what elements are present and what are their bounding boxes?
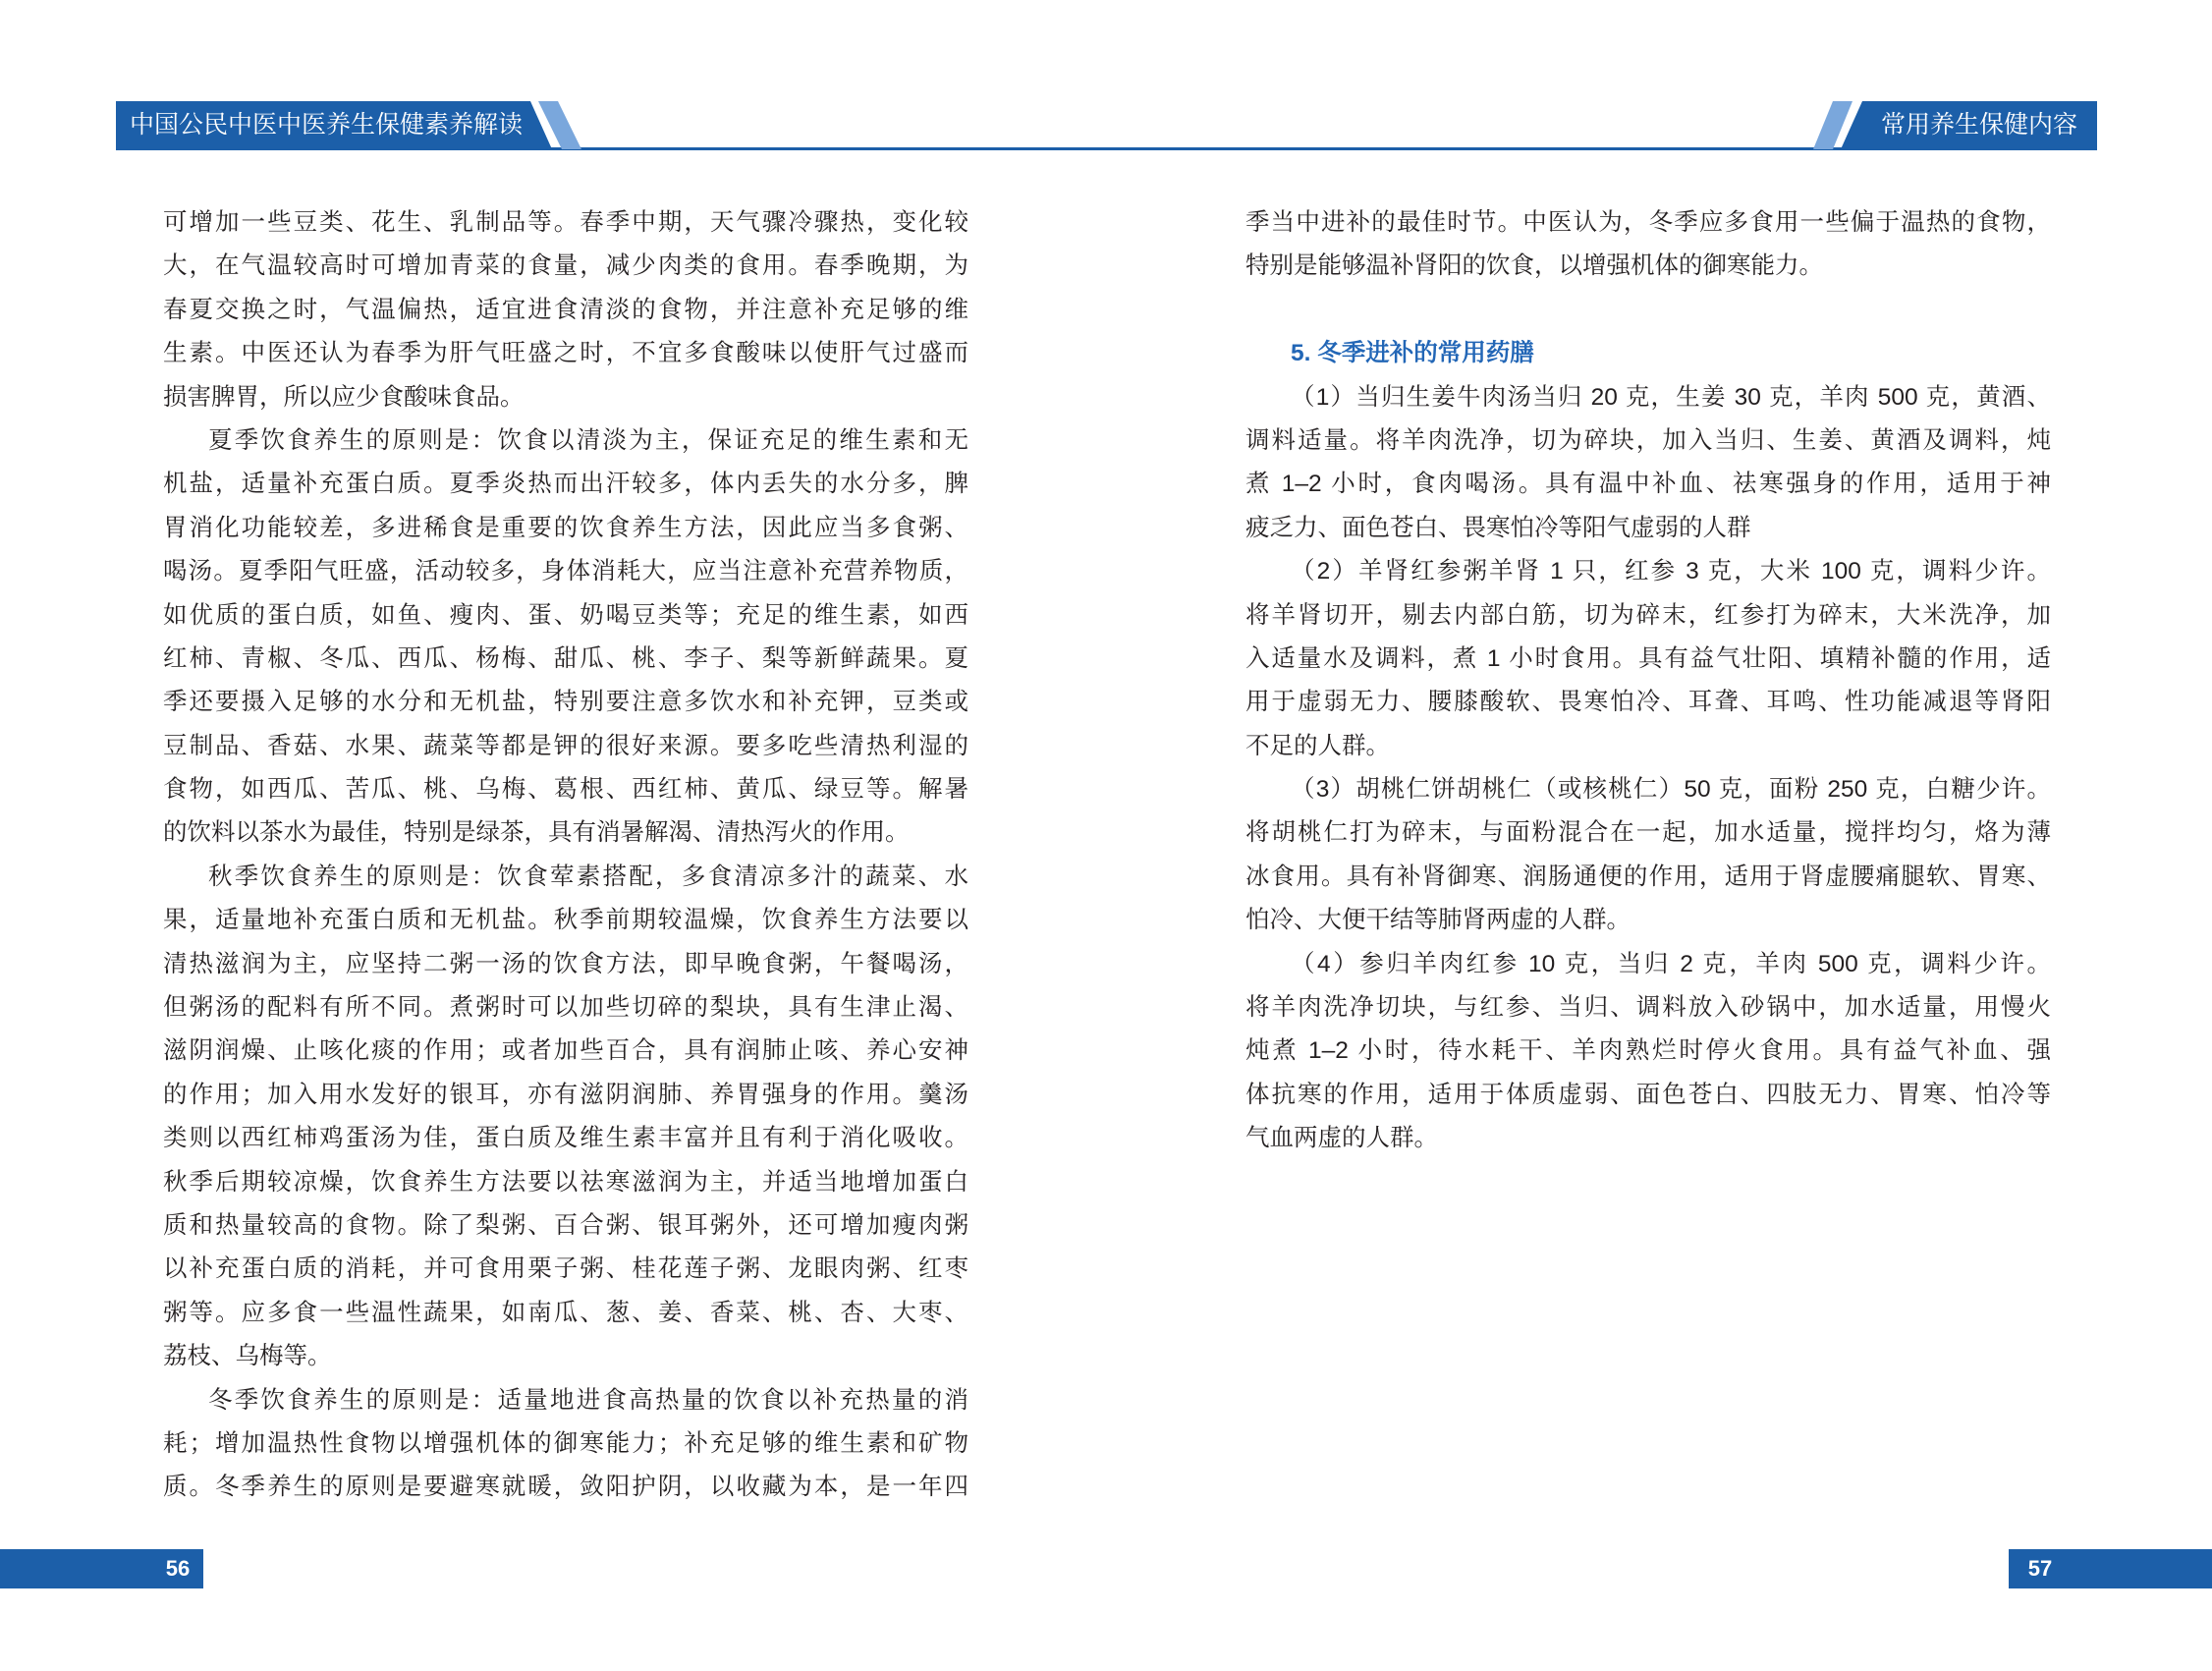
text-line: 入适量水及调料，煮 1 小时食用。具有益气壮阳、填精补髓的作用，适 [1245,644,2051,672]
text-line: 将胡桃仁打为碎末，与面粉混合在一起，加水适量，搅拌均匀，烙为薄 [1245,819,2051,847]
text-line: 气血两虚的人群。 [1245,1125,1438,1152]
paragraph [163,419,968,856]
text-line: 但粥汤的配料有所不同。煮粥时可以加些切碎的梨块，具有生津止渴、 [163,994,968,1022]
text-line: 损害脾胃，所以应少食酸味食品。 [163,383,525,411]
text-line: 生素。中医还认为春季为肝气旺盛之时，不宜多食酸味以使肝气过盛而 [163,340,968,367]
text-line: 调料适量。将羊肉洗净，切为碎块，加入当归、生姜、黄酒及调料，炖 [1245,426,2051,454]
text-line: 食物，如西瓜、苦瓜、桃、乌梅、葛根、西红柿、黄瓜、绿豆等。解暑 [163,776,968,804]
text-line: 类则以西红柿鸡蛋汤为佳，蛋白质及维生素丰富并且有利于消化吸收。 [163,1125,968,1152]
text-line: 喝汤。夏季阳气旺盛，活动较多，身体消耗大，应当注意补充营养物质， [163,558,968,585]
text-line: 耗；增加温热性食物以增强机体的御寒能力；补充足够的维生素和矿物 [163,1429,968,1457]
text-line: 春夏交换之时，气温偏热，适宜进食清淡的食物，并注意补充足够的维 [163,296,968,323]
text-line: 季当中进补的最佳时节。中医认为，冬季应多食用一些偏于温热的食物， [1245,209,2051,236]
text-line: 将羊肾切开，剔去内部白筋，切为碎末，红参打为碎末，大米洗净，加 [1245,601,2051,629]
text-line: 粥等。应多食一些温性蔬果，如南瓜、葱、姜、香菜、桃、杏、大枣、 [163,1299,968,1326]
paragraph [163,1379,968,1510]
text-line: 可增加一些豆类、花生、乳制品等。春季中期，天气骤冷骤热，变化较 [163,209,968,236]
text-line: 夏季饮食养生的原则是：饮食以清淡为主，保证充足的维生素和无 [208,426,968,454]
text-line: （2）羊肾红参粥羊肾 1 只，红参 3 克，大米 100 克，调料少许。 [1291,558,2051,585]
text-line: 以补充蛋白质的消耗，并可食用栗子粥、桂花莲子粥、龙眼肉粥、红枣 [163,1255,968,1283]
section-heading: 5. 冬季进补的常用药膳 [1291,340,1534,367]
text-line: 冰食用。具有补肾御寒、润肠通便的作用，适用于肾虚腰痛腿软、胃寒、 [1245,863,2051,890]
text-line: 冬季饮食养生的原则是：适量地进食高热量的饮食以补充热量的消 [208,1386,968,1414]
recipe-paragraph [1245,943,2051,1161]
left-running-title: 中国公民中医中医养生保健素养解读 [130,111,524,139]
text-line: 体抗寒的作用，适用于体质虚弱、面色苍白、四肢无力、胃寒、怕冷等 [1245,1081,2051,1108]
text-line: 机盐，适量补充蛋白质。夏季炎热而出汗较多，体内丢失的水分多，脾 [163,471,968,498]
recipe-list [1245,376,2051,1161]
text-line: 豆制品、香菇、水果、蔬菜等都是钾的很好来源。要多吃些清热利湿的 [163,732,968,759]
paragraph [163,856,968,1379]
recipe-paragraph [1245,376,2051,551]
right-running-title: 常用养生保健内容 [1880,111,2077,139]
text-line: 不足的人群。 [1245,732,1390,759]
text-line: 秋季饮食养生的原则是：饮食荤素搭配，多食清凉多汁的蔬菜、水 [208,863,968,890]
text-line: 怕冷、大便干结等肺肾两虚的人群。 [1245,907,1631,934]
text-line: 大，在气温较高时可增加青菜的食量，减少肉类的食用。春季晚期，为 [163,252,968,280]
text-line: 用于虚弱无力、腰膝酸软、畏寒怕冷、耳聋、耳鸣、性功能减退等肾阳 [1245,689,2051,716]
text-line: 胃消化功能较差，多进稀食是重要的饮食养生方法，因此应当多食粥、 [163,514,968,541]
text-line: 质。冬季养生的原则是要避寒就暖，敛阳护阴，以收藏为本，是一年四 [163,1474,968,1501]
text-line: 秋季后期较凉燥，饮食养生方法要以祛寒滋润为主，并适当地增加蛋白 [163,1168,968,1196]
text-line: 疲乏力、面色苍白、畏寒怕冷等阳气虚弱的人群 [1245,514,1751,541]
text-line: （1）当归生姜牛肉汤当归 20 克，生姜 30 克，羊肉 500 克，黄酒、 [1291,383,2051,411]
text-line: 清热滋润为主，应坚持二粥一汤的饮食方法，即早晚食粥，午餐喝汤， [163,950,968,977]
page-number-left: 56 [165,1556,191,1581]
text-line: 特别是能够温补肾阳的饮食，以增强机体的御寒能力。 [1245,252,1823,280]
text-line: 质和热量较高的食物。除了梨粥、百合粥、银耳粥外，还可增加瘦肉粥 [163,1211,968,1239]
paragraph-continued [1245,201,2051,289]
page-number-right: 57 [2027,1556,2053,1581]
paragraph-group [163,419,968,1510]
text-line: 煮 1–2 小时，食肉喝汤。具有温中补血、祛寒强身的作用，适用于神 [1245,471,2051,498]
paragraph [1245,201,2051,289]
text-line: 如优质的蛋白质，如鱼、瘦肉、蛋、奶喝豆类等；充足的维生素，如西 [163,601,968,629]
left-page-body [163,201,968,1510]
text-line: 红柿、青椒、冬瓜、西瓜、杨梅、甜瓜、桃、李子、梨等新鲜蔬果。夏 [163,644,968,672]
recipe-paragraph [1245,768,2051,943]
text-line: 将羊肉洗净切块，与红参、当归、调料放入砂锅中，加水适量，用慢火 [1245,994,2051,1022]
right-page-body [1245,201,2051,1161]
paragraph-continued [163,201,968,419]
text-line: 滋阴润燥、止咳化痰的作用；或者加些百合，具有润肺止咳、养心安神 [163,1037,968,1065]
text-line: （4）参归羊肉红参 10 克，当归 2 克，羊肉 500 克，调料少许。 [1291,950,2051,977]
text-line: 的作用；加入用水发好的银耳，亦有滋阴润肺、养胃强身的作用。羹汤 [163,1081,968,1108]
text-line: 炖煮 1–2 小时，待水耗干、羊肉熟烂时停火食用。具有益气补血、强 [1245,1037,2051,1065]
paragraph [163,201,968,419]
text-line: 的饮料以茶水为最佳，特别是绿茶，具有消暑解渴、清热泻火的作用。 [163,819,910,847]
text-line: （3）胡桃仁饼胡桃仁（或核桃仁）50 克，面粉 250 克，白糖少许。 [1291,776,2051,804]
text-line: 荔枝、乌梅等。 [163,1343,332,1370]
text-line: 果，适量地补充蛋白质和无机盐。秋季前期较温燥，饮食养生方法要以 [163,907,968,934]
text-line: 季还要摄入足够的水分和无机盐，特别要注意多饮水和补充钾，豆类或 [163,689,968,716]
recipe-paragraph [1245,550,2051,768]
